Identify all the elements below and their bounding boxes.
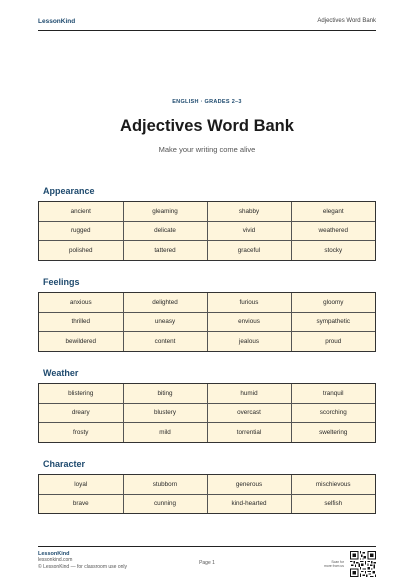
- word-cell: delicate: [123, 221, 207, 241]
- word-cell: brave: [39, 494, 123, 513]
- footer-site-link[interactable]: lessonkind.com: [38, 557, 73, 564]
- word-cell: envious: [207, 312, 291, 332]
- word-cell: thrilled: [39, 312, 123, 332]
- footer-brand: LessonKind: [38, 551, 70, 557]
- word-cell: uneasy: [123, 312, 207, 332]
- word-cell: generous: [207, 475, 291, 494]
- word-cell: stubborn: [123, 475, 207, 494]
- table-row: [39, 202, 375, 221]
- word-cell: elegant: [291, 202, 375, 221]
- word-cell: rugged: [39, 221, 123, 241]
- table-row: [39, 494, 375, 513]
- word-cell: sympathetic: [291, 312, 375, 332]
- section-title: Character: [43, 459, 86, 469]
- page-header: [38, 12, 376, 31]
- page-subtitle: Make your writing come alive: [158, 145, 256, 154]
- word-cell: vivid: [207, 221, 291, 241]
- word-cell: gleaming: [123, 202, 207, 221]
- word-cell: dreary: [39, 403, 123, 423]
- qr-caption: [324, 560, 344, 568]
- table-row: [39, 332, 375, 351]
- footer-copyright: © LessonKind — for classroom use only: [38, 563, 128, 570]
- qr-code-icon: [350, 551, 376, 577]
- word-cell: sweltering: [291, 423, 375, 442]
- word-cell: stocky: [291, 241, 375, 260]
- qr-caption-line: Scan for: [331, 560, 344, 564]
- word-cell: torrential: [207, 423, 291, 442]
- word-cell: frosty: [39, 423, 123, 442]
- word-grid: [38, 474, 376, 514]
- word-cell: kind-hearted: [207, 494, 291, 513]
- word-cell: biting: [123, 384, 207, 403]
- page-footer: [38, 546, 376, 579]
- word-cell: humid: [207, 384, 291, 403]
- word-cell: anxious: [39, 293, 123, 312]
- header-doc-title: Adjectives Word Bank: [317, 18, 376, 24]
- table-row: [39, 241, 375, 260]
- subject-kicker: ENGLISH · GRADES 2–3: [172, 99, 242, 105]
- section-title: Weather: [43, 368, 79, 378]
- word-cell: jealous: [207, 332, 291, 351]
- section-title: Appearance: [43, 186, 95, 196]
- word-cell: furious: [207, 293, 291, 312]
- word-cell: weathered: [291, 221, 375, 241]
- section-character: [38, 457, 376, 514]
- word-cell: ancient: [39, 202, 123, 221]
- word-grid: [38, 292, 376, 352]
- section-title: Feelings: [43, 277, 80, 287]
- page-title: Adjectives Word Bank: [120, 117, 294, 135]
- word-cell: loyal: [39, 475, 123, 494]
- word-cell: selfish: [291, 494, 375, 513]
- table-row: [39, 312, 375, 332]
- word-cell: graceful: [207, 241, 291, 260]
- table-row: [39, 423, 375, 442]
- word-cell: proud: [291, 332, 375, 351]
- word-cell: gloomy: [291, 293, 375, 312]
- table-row: [39, 221, 375, 241]
- word-cell: delighted: [123, 293, 207, 312]
- word-cell: polished: [39, 241, 123, 260]
- section-weather: [38, 366, 376, 443]
- table-row: [39, 384, 375, 403]
- page-number: Page 1: [199, 560, 215, 566]
- word-cell: tattered: [123, 241, 207, 260]
- table-row: [39, 293, 375, 312]
- section-feelings: [38, 275, 376, 352]
- word-cell: overcast: [207, 403, 291, 423]
- word-cell: mischievous: [291, 475, 375, 494]
- brand-name: LessonKind: [38, 17, 76, 25]
- word-cell: scorching: [291, 403, 375, 423]
- word-grid: [38, 383, 376, 443]
- word-cell: mild: [123, 423, 207, 442]
- word-cell: content: [123, 332, 207, 351]
- word-cell: bewildered: [39, 332, 123, 351]
- qr-caption-line: more from us: [324, 564, 344, 569]
- word-cell: blistering: [39, 384, 123, 403]
- word-cell: tranquil: [291, 384, 375, 403]
- word-cell: shabby: [207, 202, 291, 221]
- table-row: [39, 403, 375, 423]
- word-cell: blustery: [123, 403, 207, 423]
- table-row: [39, 475, 375, 494]
- section-appearance: [38, 184, 376, 261]
- word-grid: [38, 201, 376, 261]
- word-cell: cunning: [123, 494, 207, 513]
